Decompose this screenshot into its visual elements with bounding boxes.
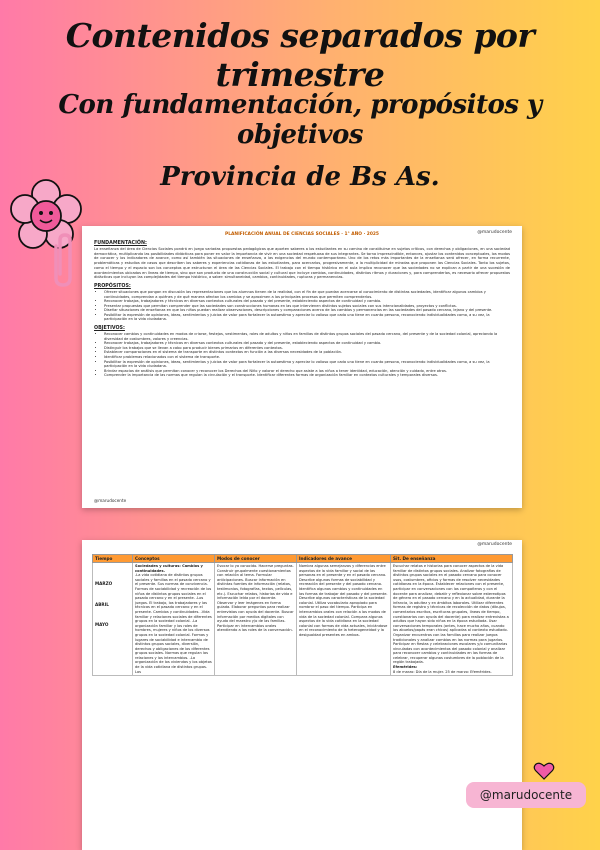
planning-document-page-2 — [82, 540, 522, 850]
months-cell — [93, 563, 133, 676]
table-row — [93, 563, 513, 676]
list-item: • Diseñar situaciones de enseñanza en que los niños puedan realizar observaciones, descripciones y comparaciones acerca de los cambios y permanencias en las sociedades del pasado cercano, lejano y del presente. — [104, 308, 510, 313]
indicadores-cell: Nombra algunas semejanzas y diferencias entre aspectos de la vida familiar y social de las personas en el presente y en el pasado cercano. Describe algunas formas de sociabilidad y recreación del presente y del pasado cercano. Identifica algunos cambios y continuidades en las formas de trabajar del pasado y del presente. Describe algunas características de la sociedad colonial. Utiliza vocabulario apropiado para nombrar el paso del tiempo. Participa en intercambios orales con relación a los modos de vida de la sociedad colonial. Compara algunos aspectos de la vida cotidiana en la sociedad colonial con formas de vida actuales, iniciándose en el reconocimiento de la heterogeneidad y la desigualdad presentes en ambos. — [297, 563, 391, 676]
column-header: Tiempo — [93, 555, 133, 563]
column-header: Indicadores de avance — [297, 555, 391, 563]
situaciones-text: Escuchar relatos e historias para conocer aspectos de la vida familiar de distintos grupos sociales. Analizar fotografías de distintos grupos sociales en el pasado cercano para conocer usos, costumbres, oficios y formas de resolver necesidades cotidianas en la época. Establecer relaciones con el presente, participar en conversaciones con los compañeros y con el docente para analizar, debatir y reflexionar sobre estereotipos de género en el pasado cercano y en la actualidad, durante la infancia, la adultez y en ámbitos laborales. Utilizar diferentes formas de registro y técnicas de recolección de datos (dibujos, comentarios escritos, escrituras grupales, líneas de tiempo, cuestionarios con ayuda del docente) para realizar entrevistas a adultos que hayan sido niños en la época estudiada. Usar conversaciones temporales (antes, hace mucho años, cuando los abuelos/papás eran chicos) aplicadas al contexto estudiado. Organizar encuentros con las familias para realizar juegos tradicionales y analizar cambios en las normas para jugarlos. Participar en fiestas y celebraciones escolares y/o comunitarias vinculadas con acontecimientos del pasado colonial y analizar para reconocer cambios y continuidades en las formas de celebrar, recuperar algunas costumbres de la población de la región trabajada. — [393, 564, 509, 665]
objetivos-heading: OBJETIVOS: — [94, 326, 125, 332]
conceptos-text: -La vida cotidiana de distintos grupos sociales y familias en el pasado cercano y el presente. Sus normas de convivencia. Formas de sociabilidad y recreación de los niños de distintos grupos sociales en el pasado cercano y en el presente. -Los juegos. El trabajo, los trabajadores y las técnicas en el pasado cercano y en el presente. Cambios y continuidades. -Vida familiar y relaciones sociales de diferentes grupos en la sociedad colonial. -La organización familiar y los roles de hombres, mujeres y niños de los diversos grupos en la sociedad colonial. Formas y lugares de sociabilidad e intercambio de distintos grupos sociales, diversión, derechos y obligaciones de los diferentes grupos sociales. Normas que regulan las relaciones y los intercambios. -La organización de los viviendas y los objetos de la vida cotidiana de distintos grupos. Los — [135, 573, 212, 674]
list-item: • Reconocer trabajos, trabajadores y técnicas en diversos contextos culturales del pasado y del presente, estableciendo aspectos de continuidad y cambio. — [104, 341, 510, 346]
month-label: MAYO — [95, 622, 109, 628]
situaciones-cell — [391, 563, 513, 676]
planning-document-page-1 — [82, 226, 522, 508]
column-header: Sit. De enseñanza — [391, 555, 513, 563]
doc2-brand: @marudocente — [477, 542, 512, 547]
list-item: • Presentar propuestas que permitan comprender que las sociedades son construcciones humanas en las que intervienen distintos sujetos sociales con sus intencionalidades, proyectos y conflictos. — [104, 304, 510, 309]
header-title-line1: Contenidos separados por trimestre — [65, 16, 535, 94]
efemerides-heading: Efemérides: — [393, 665, 418, 670]
list-item: • Reconocer cambios y continuidades en modos de criarse, festejos, vestimentas, roles de adultos y niños en familias de distintos grupos sociales del pasado cercano, del presente y de la sociedad colonial, apreciando la diversidad de costumbres, valores y creencias. — [104, 332, 510, 341]
header-title-line2: Con fundamentación, propósitos y objetivos — [58, 90, 542, 150]
list-item: • Ofrecer situaciones que pongan en discusión las representaciones que los alumnos tienen de la realidad, con el fin de que puedan acercarse al conocimiento de distintas sociedades, identificar algunos cambios y continuidades, comprendan a quiénes y de qué manera afectan los cambios y se aproximen a los principales procesos que permiten comprenderlos. — [104, 290, 510, 299]
brand-pill: @marudocente — [466, 782, 586, 808]
conceptos-cell — [133, 563, 215, 676]
fundamentacion-text: La enseñanza del área de Ciencias Sociales pondrá en juego variadas propuestas pedagógicas que aporten saberes a los estudiantes en su camino de constituirse en sujetos críticos, con derechos y obligaciones, en una sociedad democrática, multiplicando las posibilidades didácticas para poner en valor la importancia de vivir en una sociedad respetuosa de sus integrantes. Se torna imprescindible, entonces, ajustar los contenidos conceptuales, los modos de conocer y los indicadores de avance, como así también las situaciones de enseñanza, a las exigencias del mundo contemporáneo. Uno de los retos más importantes de la enseñanza será ofrecer, en forma recurrente, problemáticas y estudios de casos que describen los saberes y experiencias cotidianas de los estudiantes, para acercarlos, progresivamente, a la multiplicidad de miradas que proponen las Ciencias Sociales. Tanto los sujetos, como el tiempo y el espacio son los conceptos que estructuran el área de las Ciencias Sociales. El trabajo con el tiempo histórico en el aula implica reconocer que las sociedades no se explican a partir de una sucesión de acontecimientos ubicados en líneas de tiempo, sino que son producto de una construcción social y cultural que incluye cambios, continuidades, distintos ritmos y duraciones y, para comprenderlos, es necesario ofrecer propuestas didácticas que incluyan las complejidades del tiempo histórico, a saber: simultaneidad, cambios, continuidades, rupturas y permanencias. — [94, 247, 510, 280]
planning-table — [92, 554, 513, 676]
objetivos-list — [104, 332, 510, 378]
list-item: • Brindar espacios de análisis que permitan conocer y reconocer los Derechos del Niño y valorar el derecho que asiste a los niños a tener identidad, educación, atención y cuidado, entre otros. — [104, 369, 510, 374]
fundamentacion-heading: FUNDAMENTACIÓN: — [94, 241, 147, 246]
list-item: • Identificar problemas relacionados con el sistema de transporte. — [104, 355, 510, 360]
list-item: • Distinguir los trabajos que se llevan a cabo para producir bienes primarios en diferentes contextos. — [104, 346, 510, 351]
list-item: • Establecer comparaciones en el sistema de transporte en distintos contextos en función a las diversas necesidades de la población. — [104, 350, 510, 355]
list-item: • Reconocer trabajos, trabajadores y técnicas en diversos contextos culturales del pasado y del presente, estableciendo aspectos de continuidad y cambio. — [104, 299, 510, 304]
doc1-title: PLANIFICACIÓN ANUAL DE CIENCIAS SOCIALES · 1° AÑO · 2025 — [224, 232, 379, 237]
list-item: • Posibilitar la expresión de opiniones, ideas, sentimientos y juicios de valor para fortalecer la autoestima y apreciar lo valioso que cada uno tiene en cuanto persona, reconociendo individualidades como, a su vez, la participación en la vida ciudadana. — [104, 313, 510, 322]
conceptos-heading: Sociedades y culturas: Cambios y continuidades. — [135, 564, 203, 573]
column-header: Modos de conocer — [215, 555, 297, 563]
efemerides-text: 8 de marzo: Día de la mujer. 25 de marzo: Efemérides. — [393, 669, 492, 674]
month-label: ABRIL — [95, 601, 109, 607]
propositos-list — [104, 290, 510, 322]
doc1-brand: @marudocente — [477, 230, 512, 235]
column-header: Conceptos — [133, 555, 215, 563]
list-item: • Comprender la importancia de las normas que regulan la circulación y el transporte. Identificar diferentes formas de organización familiar en contextos culturales y temporales diversos. — [104, 373, 510, 378]
month-label: MARZO — [95, 581, 113, 586]
doc1-footer-brand: @marudocente — [94, 498, 127, 503]
modos-cell: Evocar lo ya conocido. Hacerse preguntas. Construir grupalmente cuestionamientos con relación al tema. Formular anticipaciones. Buscar información en distintas fuentes de información (relatos, testimonios, fotografías, textos, películas, etc.). Escuchar relatos, historias de vida e información leída por el docente. Observar y leer imágenes en forma guiada. Elaborar preguntas para realizar entrevistas con ayuda del docente. Buscar información por medios digitales con ayuda del maestro y/o de las familias. Participar en intercambios orales atendiendo a los roles de la conversación. — [215, 563, 297, 676]
paperclip-icon — [48, 232, 78, 288]
header-title-line3: Provincia de Bs As. — [160, 162, 440, 192]
list-item: • Posibilitar la expresión de opiniones, ideas, sentimientos y juicios de valor para fortalecer la autoestima y apreciar lo valioso que cada uno tiene en cuanto persona, reconociendo individualidades como, a su vez, la participación en la vida ciudadana. — [104, 360, 510, 369]
propositos-heading: PROPÓSITOS: — [94, 283, 131, 289]
doc2-top-strip — [82, 540, 522, 554]
table-header-row — [93, 555, 513, 563]
heart-icon — [533, 761, 555, 781]
